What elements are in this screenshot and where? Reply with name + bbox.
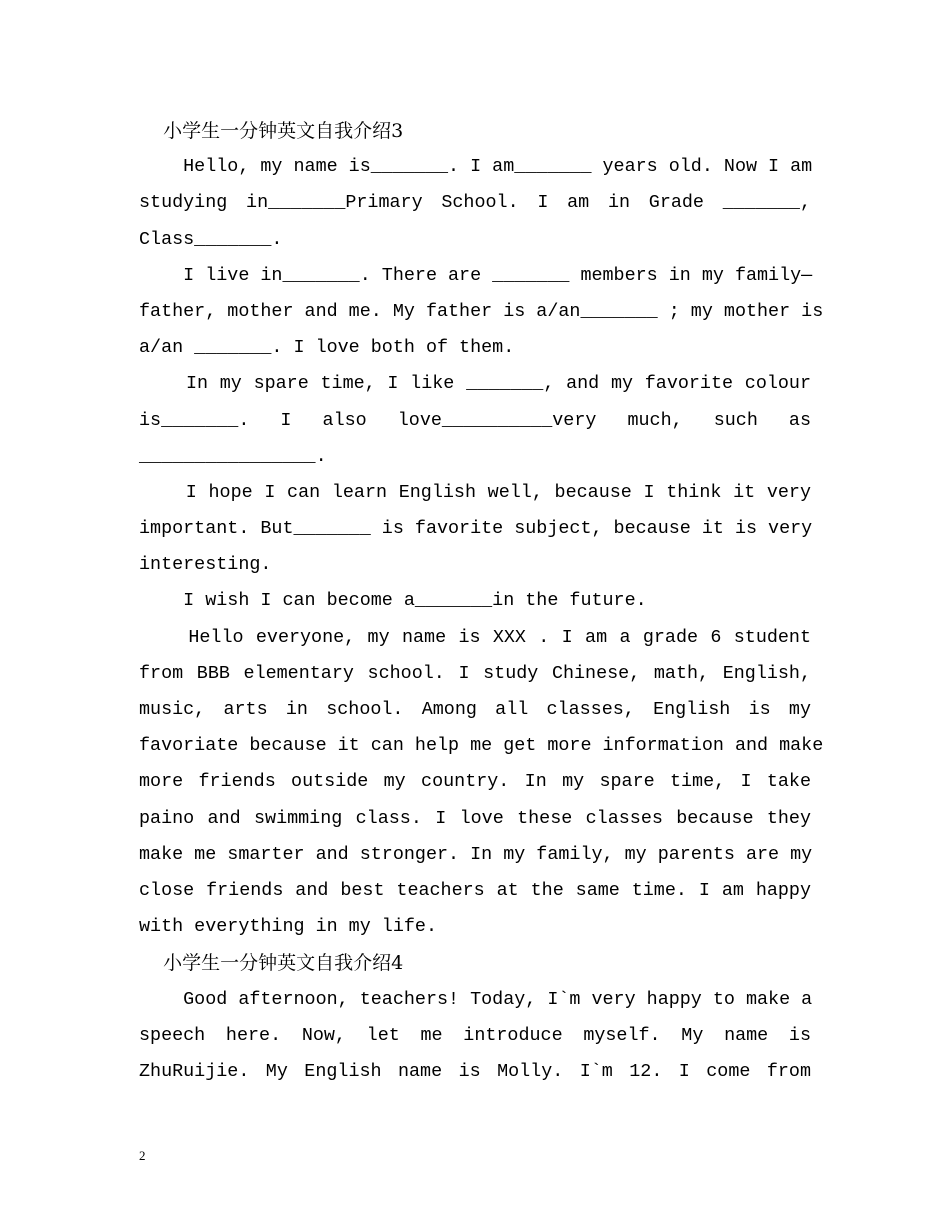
text-line: favoriate because it can help me get more information and make — [139, 735, 824, 757]
text-line: close friends and best teachers at the same time. I am happy — [139, 879, 811, 901]
text-line: paino and swimming class. I love these classes because they — [139, 807, 811, 829]
text-line: I hope I can learn English well, because I think it very — [139, 481, 811, 503]
text-line: studying in_______Primary School. I am in Grade _______, — [139, 192, 811, 214]
text-line: ________________. — [139, 445, 327, 467]
text-line: with everything in my life. — [139, 916, 437, 938]
text-line: In my spare time, I like _______, and my favorite colour — [139, 373, 811, 395]
text-line: father, mother and me. My father is a/an_______ ; my mother is — [139, 300, 824, 322]
text-line: is_______. I also love__________very much, such as — [139, 409, 811, 431]
text-line: more friends outside my country. In my spare time, I take — [139, 771, 811, 793]
document-body — [139, 113, 824, 1090]
text-line: important. But_______ is favorite subject, because it is very — [139, 518, 813, 540]
section-heading: 小学生一分钟英文自我介绍4 — [139, 952, 404, 975]
text-line: from BBB elementary school. I study Chinese, math, English, — [139, 662, 811, 684]
text-line: I wish I can become a_______in the future. — [139, 590, 647, 612]
text-line: music, arts in school. Among all classes, English is my — [139, 699, 811, 720]
page-number: 2 — [139, 1148, 146, 1163]
text-line: ZhuRuijie. My English name is Molly. I`m 12. I come from — [139, 1060, 811, 1082]
text-line: Class_______. — [139, 228, 283, 250]
text-line: Hello everyone, my name is XXX . I am a grade 6 student — [139, 626, 811, 648]
text-line: make me smarter and stronger. In my family, my parents are my — [139, 843, 813, 865]
text-line: speech here. Now, let me introduce myself. My name is — [139, 1024, 811, 1046]
text-line: Hello, my name is_______. I am_______ years old. Now I am — [139, 156, 813, 178]
text-line: I live in_______. There are _______ members in my family— — [139, 264, 813, 286]
text-line: a/an _______. I love both of them. — [139, 337, 515, 359]
text-line: Good afternoon, teachers! Today, I`m very happy to make a — [139, 988, 813, 1010]
section-heading: 小学生一分钟英文自我介绍3 — [139, 120, 404, 142]
text-line: interesting. — [139, 554, 272, 576]
